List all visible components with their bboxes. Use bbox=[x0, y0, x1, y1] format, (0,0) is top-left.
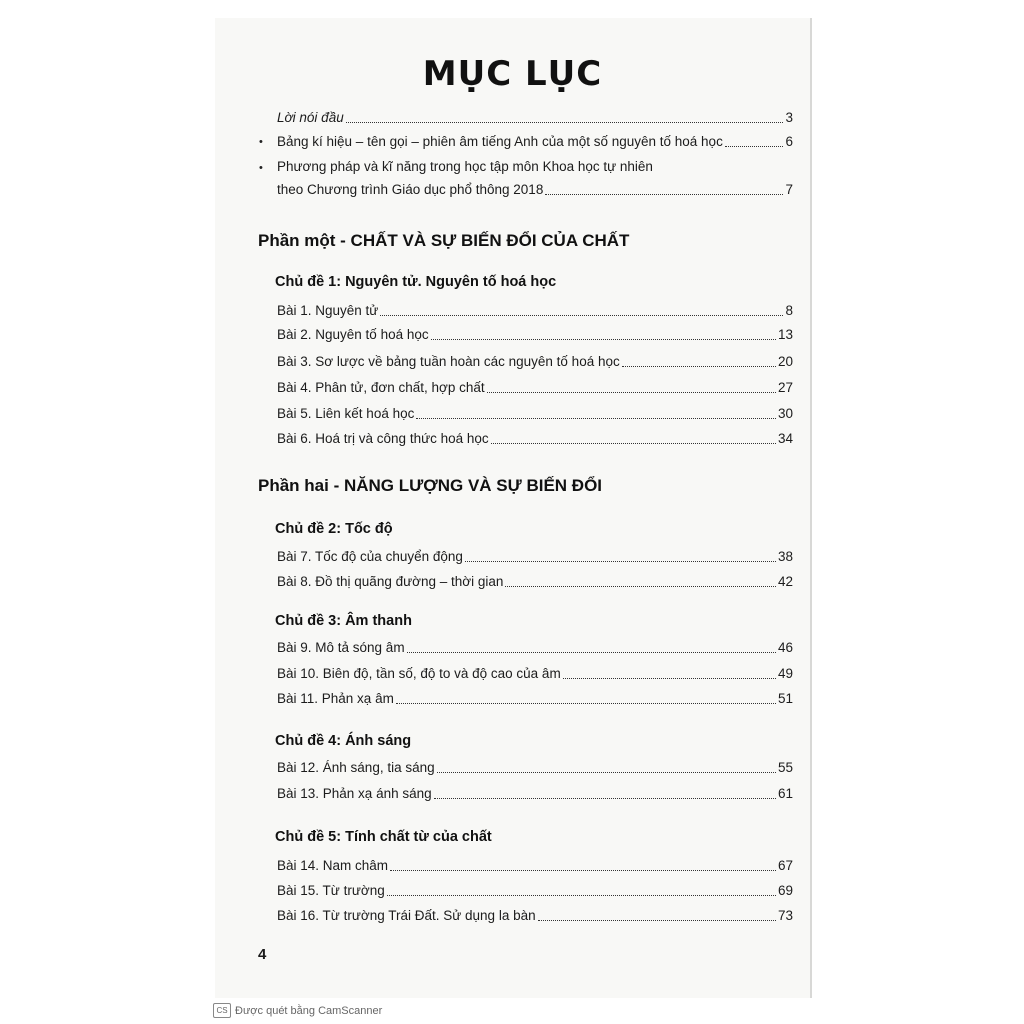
toc-entry-methods bbox=[277, 182, 793, 198]
toc-entry bbox=[277, 691, 793, 707]
toc-page-number: 3 bbox=[785, 110, 793, 125]
topic-heading: Chủ đề 4: Ánh sáng bbox=[275, 733, 412, 749]
toc-entry-text: Bài 14. Nam châm bbox=[277, 858, 389, 873]
dot-leader bbox=[538, 919, 776, 921]
toc-entry-text: Bài 10. Biên độ, tần số, độ to và độ cao của âm bbox=[277, 666, 561, 681]
toc-entry-text: Bài 8. Đồ thị quãng đường – thời gian bbox=[277, 574, 504, 589]
toc-entry bbox=[277, 327, 793, 343]
toc-entry-text: Bài 9. Mô tả sóng âm bbox=[277, 640, 405, 655]
dot-leader bbox=[437, 771, 776, 773]
topic-heading: Chủ đề 5: Tính chất từ của chất bbox=[275, 829, 492, 845]
toc-entry bbox=[277, 883, 793, 899]
toc-entry bbox=[277, 303, 793, 319]
toc-page-number: 13 bbox=[777, 327, 793, 342]
toc-page-number: 38 bbox=[777, 549, 793, 564]
camscanner-icon: CS bbox=[213, 1003, 231, 1018]
topic-heading: Chủ đề 2: Tốc độ bbox=[275, 521, 393, 537]
toc-entry-text: Lời nói đầu bbox=[277, 110, 344, 125]
bullet-icon: • bbox=[259, 162, 263, 174]
bullet-icon: • bbox=[259, 136, 263, 148]
dot-leader bbox=[407, 651, 776, 653]
dot-leader bbox=[491, 442, 776, 444]
toc-page-number: 61 bbox=[777, 786, 793, 801]
toc-page-number: 55 bbox=[777, 760, 793, 775]
toc-entry-text: Bài 16. Từ trường Trái Đất. Sử dụng la bàn bbox=[277, 908, 536, 923]
dot-leader bbox=[416, 417, 776, 419]
toc-entry-text: Bài 7. Tốc độ của chuyển động bbox=[277, 549, 463, 564]
toc-page-number: 51 bbox=[777, 691, 793, 706]
toc-page-number: 67 bbox=[777, 858, 793, 873]
dot-leader bbox=[434, 797, 776, 799]
toc-entry-symbol-table bbox=[277, 134, 793, 150]
toc-page-number: 27 bbox=[777, 380, 793, 395]
toc-entry-text: Bài 13. Phản xạ ánh sáng bbox=[277, 786, 432, 801]
toc-entry-text: Bài 2. Nguyên tố hoá học bbox=[277, 327, 429, 342]
toc-entry bbox=[277, 354, 793, 370]
toc-page-number: 42 bbox=[777, 574, 793, 589]
toc-entry-text: theo Chương trình Giáo dục phổ thông 2018 bbox=[277, 182, 544, 197]
toc-entry bbox=[277, 380, 793, 396]
toc-page-number: 49 bbox=[777, 666, 793, 681]
page-number: 4 bbox=[258, 946, 267, 963]
dot-leader bbox=[487, 391, 776, 393]
toc-entry bbox=[277, 858, 793, 874]
toc-page-number: 46 bbox=[777, 640, 793, 655]
book-page bbox=[215, 18, 810, 998]
page-title: MỤC LỤC bbox=[422, 54, 603, 94]
toc-entry-text: Bài 6. Hoá trị và công thức hoá học bbox=[277, 431, 489, 446]
dot-leader bbox=[465, 560, 776, 562]
dot-leader bbox=[545, 193, 783, 195]
dot-leader bbox=[622, 365, 776, 367]
toc-page-number: 34 bbox=[777, 431, 793, 446]
toc-entry-text: Bài 1. Nguyên tử bbox=[277, 303, 379, 318]
toc-entry-text: Bài 12. Ánh sáng, tia sáng bbox=[277, 760, 435, 775]
toc-page-number: 69 bbox=[777, 883, 793, 898]
dot-leader bbox=[725, 145, 784, 147]
dot-leader bbox=[505, 585, 776, 587]
watermark-text: Được quét bằng CamScanner bbox=[235, 1004, 383, 1017]
toc-entry bbox=[277, 908, 793, 924]
toc-entry-text: Bài 3. Sơ lược về bảng tuần hoàn các nguyên tố hoá học bbox=[277, 354, 620, 369]
toc-page-number: 6 bbox=[785, 134, 793, 149]
toc-page-number: 73 bbox=[777, 908, 793, 923]
toc-entry bbox=[277, 431, 793, 447]
topic-heading: Chủ đề 1: Nguyên tử. Nguyên tố hoá học bbox=[275, 274, 557, 290]
dot-leader bbox=[390, 869, 776, 871]
toc-page-number: 30 bbox=[777, 406, 793, 421]
dot-leader bbox=[380, 314, 783, 316]
dot-leader bbox=[431, 338, 776, 340]
toc-entry bbox=[277, 760, 793, 776]
topic-heading: Chủ đề 3: Âm thanh bbox=[275, 613, 412, 629]
dot-leader bbox=[346, 121, 784, 123]
toc-page-number: 7 bbox=[785, 182, 793, 197]
dot-leader bbox=[387, 894, 776, 896]
toc-entry-text-line1: Phương pháp và kĩ năng trong học tập môn Khoa học tự nhiên bbox=[277, 159, 653, 174]
toc-entry bbox=[277, 406, 793, 422]
toc-entry-text: Bài 5. Liên kết hoá học bbox=[277, 406, 415, 421]
toc-entry bbox=[277, 786, 793, 802]
toc-entry bbox=[277, 640, 793, 656]
toc-entry bbox=[277, 574, 793, 590]
scanner-watermark bbox=[213, 1003, 382, 1018]
toc-entry bbox=[277, 549, 793, 565]
part-heading: Phần hai - NĂNG LƯỢNG VÀ SỰ BIẾN ĐỔI bbox=[258, 476, 603, 495]
toc-entry-text: Bài 4. Phân tử, đơn chất, hợp chất bbox=[277, 380, 485, 395]
toc-page-number: 8 bbox=[785, 303, 793, 318]
toc-entry-preface bbox=[277, 110, 793, 126]
toc-entry bbox=[277, 666, 793, 682]
toc-entry-text: Bảng kí hiệu – tên gọi – phiên âm tiếng Anh của một số nguyên tố hoá học bbox=[277, 134, 723, 149]
dot-leader bbox=[396, 702, 776, 704]
part-heading: Phần một - CHẤT VÀ SỰ BIẾN ĐỔI CỦA CHẤT bbox=[258, 231, 630, 250]
toc-entry-text: Bài 11. Phản xạ âm bbox=[277, 691, 394, 706]
toc-page-number: 20 bbox=[777, 354, 793, 369]
dot-leader bbox=[563, 677, 776, 679]
toc-entry-text: Bài 15. Từ trường bbox=[277, 883, 385, 898]
